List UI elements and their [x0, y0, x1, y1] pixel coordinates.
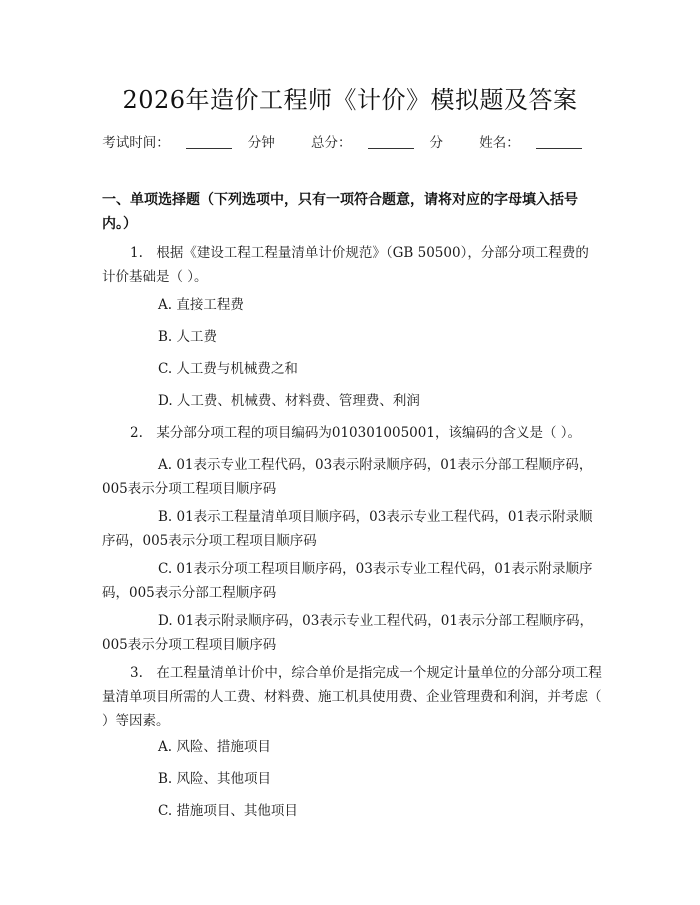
- exam-time-field: [102, 131, 275, 151]
- question-1-option-a: A. 直接工程费: [158, 297, 244, 313]
- total-score-unit: 分: [429, 135, 443, 151]
- exam-time-blank: [186, 135, 232, 149]
- exam-time-unit: 分钟: [247, 135, 275, 151]
- question-3-option-c: C. 措施项目、其他项目: [158, 803, 298, 819]
- question-2-option-b: B. 01表示工程量清单项目顺序码，03表示专业工程代码，01表示附录顺序码，005表示分项工程项目顺序码: [102, 509, 593, 549]
- question-1-option-c: C. 人工费与机械费之和: [158, 361, 298, 377]
- question-3-option-b: B. 风险、其他项目: [158, 771, 272, 787]
- question-2-option-d: D. 01表示附录顺序码，03表示专业工程代码，01表示分部工程顺序码，005表示分项工程项目顺序码: [102, 613, 593, 653]
- total-score-label: 总分：: [311, 135, 352, 151]
- section-heading: 一、单项选择题（下列选项中，只有一项符合题意，请将对应的字母填入括号内。）: [102, 192, 578, 232]
- exam-time-label: 考试时间：: [102, 135, 170, 151]
- question-1: 1. 根据《建设工程工程量清单计价规范》（GB 50500），分部分项工程费的计价基础是（ ）。: [102, 245, 589, 285]
- document-title: 2026年造价工程师《计价》模拟题及答案: [122, 86, 578, 114]
- question-3: 3. 在工程量清单计价中，综合单价是指完成一个规定计量单位的分部分项工程量清单项目所需的人工费、材料费、施工机具使用费、企业管理费和利润，并考虑（ ）等因素。: [102, 665, 602, 729]
- total-score-blank: [368, 135, 414, 149]
- question-2: 2. 某分部分项工程的项目编码为010301005001，该编码的含义是（ ）。: [130, 425, 581, 441]
- question-3-option-a: A. 风险、措施项目: [158, 739, 271, 755]
- question-1-option-d: D. 人工费、机械费、材料费、管理费、利润: [158, 393, 420, 409]
- question-1-option-b: B. 人工费: [158, 329, 218, 345]
- name-label: 姓名：: [479, 135, 520, 151]
- exam-info-line: [0, 131, 700, 151]
- question-2-option-c: C. 01表示分项工程项目顺序码，03表示专业工程代码，01表示附录顺序码，005表示分部工程顺序码: [102, 561, 593, 601]
- name-field: [479, 131, 598, 151]
- total-score-field: [311, 131, 443, 151]
- question-2-option-a: A. 01表示专业工程代码，03表示附录顺序码，01表示分部工程顺序码，005表示分项工程项目顺序码: [102, 457, 593, 497]
- name-blank: [536, 135, 582, 149]
